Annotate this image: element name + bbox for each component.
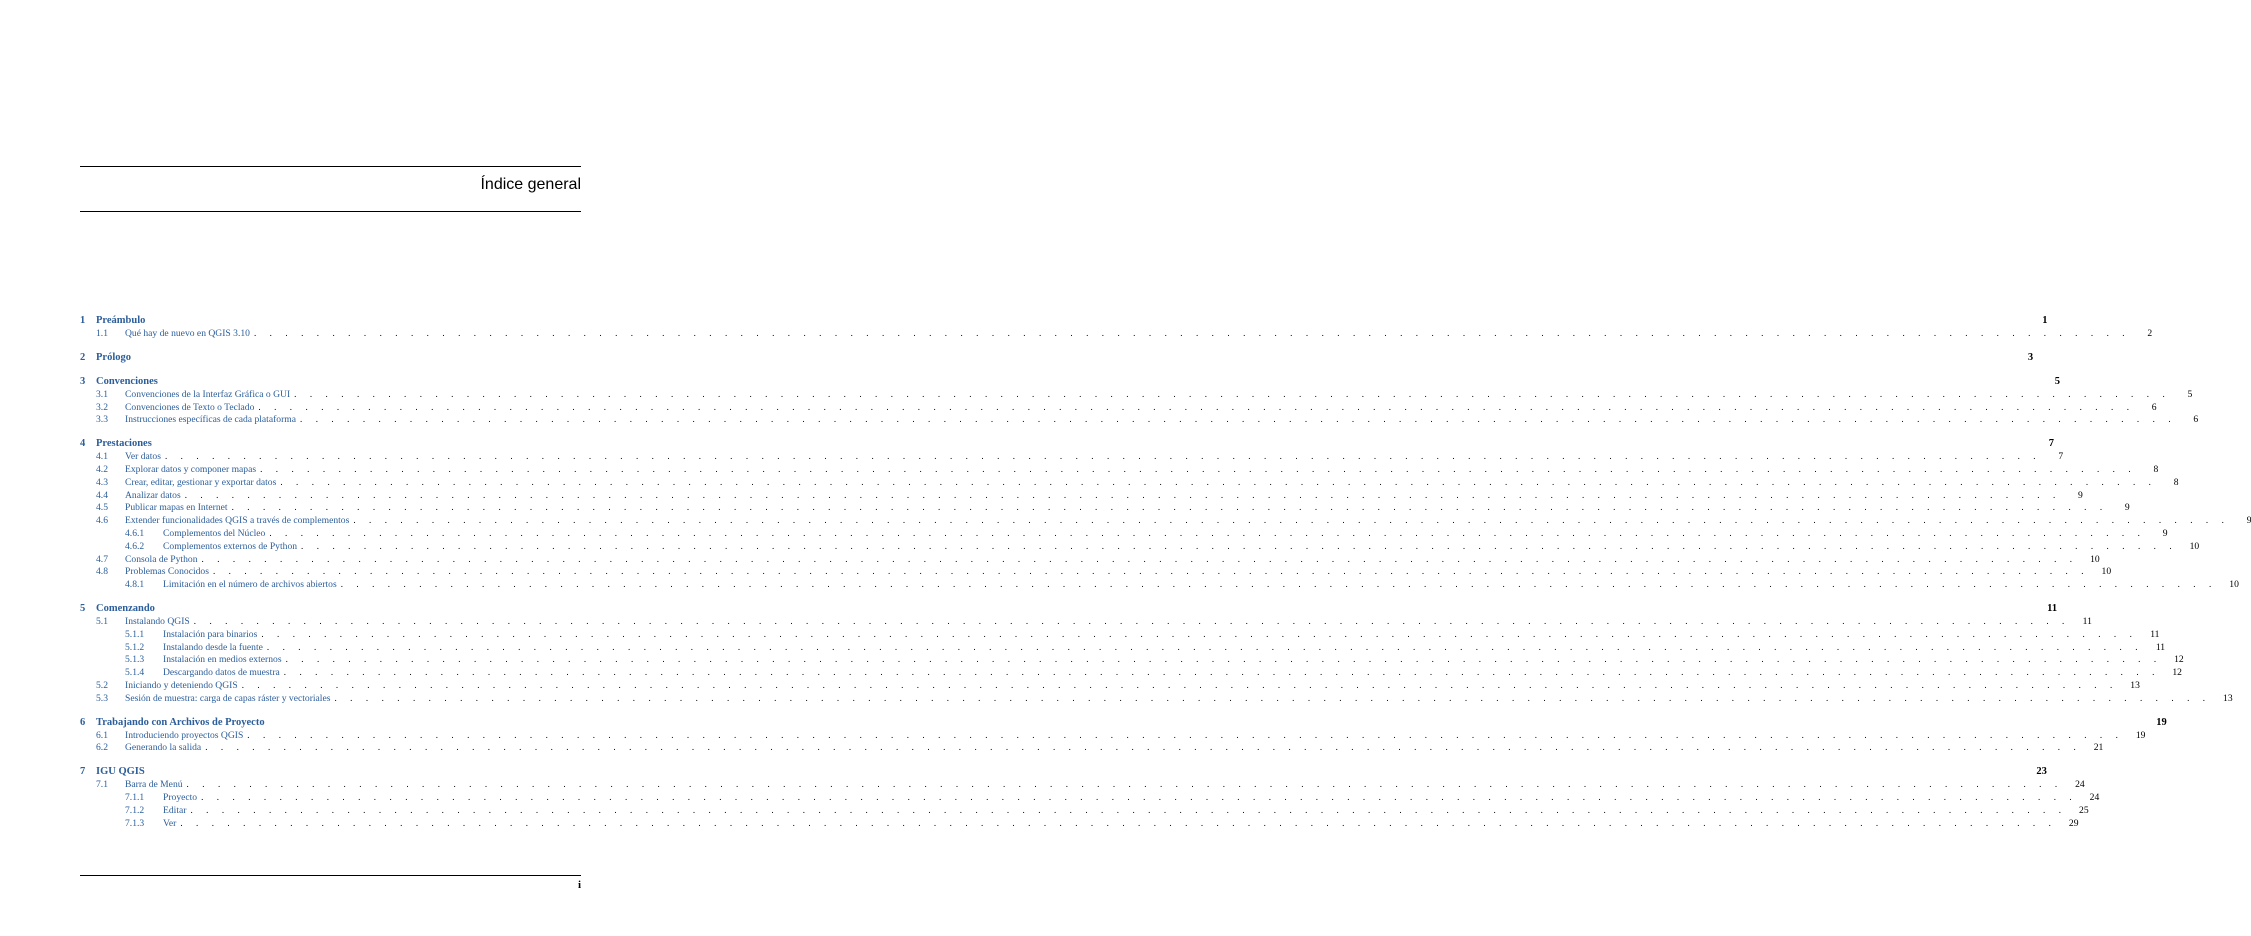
toc-chapter-heading[interactable] (80, 764, 2047, 778)
toc-entry-label[interactable]: Complementos del Núcleo (163, 527, 266, 539)
toc-chapter (80, 436, 2251, 591)
toc-entry-page: 10 (2090, 553, 2100, 565)
toc-dot-leader: . . . . . . . . . . . . . . . . . . . . . . . . . . . . . . . . . . . . . . . . . . . . . . . . . . . . . . . . . . . . . . . . . . . . . . . . . . . . . . . . . . . . . . . . . . . . . . . . . . . . . . . . . . . . . . . . . . . . . . . . (180, 817, 2057, 828)
toc-entry-label[interactable]: Instalación para binarios (163, 628, 258, 640)
toc-entry-number: 4.6 (96, 515, 108, 527)
toc-entry-page: 5 (2187, 388, 2193, 400)
toc-dot-leader: . . . . . . . . . . . . . . . . . . . . . . . . . . . . . . . . . . . . . . . . . . . . . . . . . . . . . . . . . . . . . . . . . . . . . . . . . . . . . . . . . . . . . . . . . . . . . . . . . . . . . . . . . . . . . . . . . . . . . . . . (260, 463, 2137, 474)
toc-chapter-heading[interactable] (80, 715, 2167, 729)
toc-entry-number: 5 (80, 602, 86, 614)
toc-entry-page: 1 (2042, 315, 2048, 326)
toc-entry-page: 19 (2156, 716, 2167, 728)
toc-entry-label[interactable]: Instrucciones específicas de cada plataforma (125, 414, 297, 426)
toc-dot-leader: . . . . . . . . . . . . . . . . . . . . . . . . . . . . . . . . . . . . . . . . . . . . . . . . . . . . . . . . . . . . . . . . . . . . . . . . . . . . . . . . . . . . . . . . . . . . . . . . . . . . . . . . . . . . . . . . . . . . . . . . (300, 414, 2177, 425)
toc-entry-page: 23 (2036, 766, 2047, 778)
toc-dot-leader: . . . . . . . . . . . . . . . . . . . . . . . . . . . . . . . . . . . . . . . . . . . . . . . . . . . . . . . . . . . . . . . . . . . . . . . . . . . . . . . . . . . . . . . . . . . . . . . . . . . . . . . . . . . . . . . . . . . . . . . . (190, 804, 2067, 815)
toc-entry-number: 4.5 (96, 502, 108, 514)
toc-section[interactable] (80, 778, 2085, 791)
toc-dot-leader: . . . . . . . . . . . . . . . . . . . . . . . . . . . . . . . . . . . . . . . . . . . . . . . . . . . . . . . . . . . . . . . . . . . . . . . . . . . . . . . . . . . . . . . . . . . . . . . . . . . . . . . . . . . . . . . . . . . . . . . . (205, 742, 2082, 753)
footer-page-number: i (577, 879, 581, 891)
toc-dot-leader: . . . . . . . . . . . . . . . . . . . . . . . . . . . . . . . . . . . . . . . . . . . . . . . . . . . . . . . . . . . . . . . . . . . . . . . . . . . . . . . . . . . . . . . . . . . . . . . . . . . . . . . . . . . . . . . . . . . . . . . . (253, 328, 2131, 338)
toc-section[interactable] (80, 741, 2104, 754)
toc-entry-page: 11 (2155, 641, 2166, 653)
toc-subsubsection[interactable] (80, 817, 2079, 830)
toc-entry-page: 21 (2093, 742, 2104, 754)
toc-entry-page: 7 (2048, 438, 2054, 450)
toc-entry-number: 4.7 (96, 553, 108, 565)
toc-section[interactable] (80, 565, 2112, 578)
toc-dot-leader: . . . . . . . . . . . . . . . . . . . . . . . . . . . . . . . . . . . . . . . . . . . . . . . . . . . . . . . . . . . . . . . . . . . . . . . . . . . . . . . . . . . . . . . . . . . . . . . . . . . . . . . . . . . . . . . . . . . . . . . . (353, 515, 2230, 526)
toc-dot-leader: . . . . . . . . . . . . . . . . . . . . . . . . . . . . . . . . . . . . . . . . . . . . . . . . . . . . . . . . . . . . . . . . . . . . . . . . . . . . . . . . . . . . . . . . . . . . . . . . . . . . . . . . . . . . . . . . . . . . . . . . (201, 791, 2078, 802)
toc-entry-label[interactable]: Instalación en medios externos (163, 654, 282, 666)
toc-section[interactable] (80, 450, 2064, 463)
toc-entry-number: 1.1 (96, 328, 108, 339)
toc-entry-number: 6.1 (96, 729, 108, 741)
toc-section[interactable] (80, 401, 2157, 414)
toc-entry-number: 4.6.1 (125, 527, 145, 539)
toc-entry-label[interactable]: Qué hay de nuevo en QGIS 3.10 (125, 328, 250, 339)
toc-entry-number: 3.2 (96, 401, 108, 413)
header-rule-top (80, 166, 581, 167)
toc-subsubsection[interactable] (80, 791, 2100, 804)
toc-entry-page: 13 (2130, 679, 2140, 691)
toc-entry-number: 5.1.1 (125, 628, 145, 640)
toc-entry-label[interactable]: Barra de Menú (125, 779, 183, 791)
toc-subsubsection[interactable] (80, 527, 2168, 540)
toc-entry-label[interactable]: Convenciones (96, 375, 158, 387)
toc-entry-page: 24 (2089, 791, 2100, 803)
toc-entry-number: 7.1.3 (125, 817, 145, 829)
toc-entry-number: 4.3 (96, 476, 108, 488)
toc-entry-number: 7 (80, 766, 86, 778)
toc-entry-page: 9 (2162, 527, 2168, 539)
toc-entry-page: 11 (2082, 615, 2092, 627)
toc-entry-label[interactable]: Prestaciones (96, 438, 152, 450)
toc-section[interactable] (80, 463, 2159, 476)
toc-entry-label[interactable]: Instalando QGIS (125, 615, 190, 627)
toc-subsubsection[interactable] (80, 666, 2182, 679)
toc-entry-label[interactable]: Convenciones de Texto o Teclado (125, 401, 255, 413)
toc-dot-leader: . . . . . . . . . . . . . . . . . . . . . . . . . . . . . . . . . . . . . . . . . . . . . . . . . . . . . . . . . . . . . . . . . . . . . . . . . . . . . . . . . . . . . . . . . . . . . . . . . . . . . . . . . . . . . . . . . . . . . . . . (201, 553, 2078, 564)
page-title: Índice general (480, 176, 581, 193)
toc-entry-number: 4.4 (96, 489, 108, 501)
toc-entry-number: 5.1.4 (125, 667, 145, 679)
toc-entry-label[interactable]: Analizar datos (125, 489, 181, 501)
toc-entry-number: 3 (80, 375, 86, 387)
toc-chapter (80, 374, 2199, 426)
toc-dot-leader: . . . . . . . . . . . . . . . . . . . . . . . . . . . . . . . . . . . . . . . . . . . . . . . . . . . . . . . . . . . . . . . . . . . . . . . . . . . . . . . . . . . . . . . . . . . . . . . . . . . . . . . . . . . . . . . . . . . . . . . . (241, 679, 2118, 690)
toc-entry-page: 25 (2079, 804, 2089, 816)
toc-entry-number: 4 (80, 438, 86, 450)
toc-entry-page: 5 (2054, 375, 2060, 387)
toc-entry-label[interactable]: Iniciando y deteniendo QGIS (125, 679, 238, 691)
toc-section[interactable] (80, 729, 2146, 742)
toc-entry-label[interactable]: Trabajando con Archivos de Proyecto (96, 716, 265, 728)
toc-entry-page: 11 (2150, 628, 2160, 640)
toc-entry-label[interactable]: Preámbulo (96, 315, 146, 326)
toc-entry-label[interactable]: Ver (163, 817, 177, 829)
toc-entry-number: 4.2 (96, 463, 108, 475)
toc-entry-number: 1 (80, 315, 86, 326)
toc-entry-number: 5.2 (96, 679, 108, 691)
toc-chapter (80, 764, 2100, 829)
toc-dot-leader: . . . . . . . . . . . . . . . . . . . . . . . . . . . . . . . . . . . . . . . . . . . . . . . . . . . . . . . . . . . . . . . . . . . . . . . . . . . . . . . . . . . . . . . . . . . . . . . . . . . . . . . . . . . . . . . . . . . . . . . . (193, 615, 2070, 626)
toc-section[interactable] (80, 692, 2233, 705)
toc-entry-page: 10 (2101, 566, 2112, 578)
toc-entry-label[interactable]: Introduciendo proyectos QGIS (125, 729, 244, 741)
toc-entry-page: 11 (2047, 602, 2058, 614)
toc-section[interactable] (80, 501, 2130, 514)
toc-entry-label[interactable]: Prólogo (96, 351, 131, 363)
toc-section[interactable] (80, 476, 2179, 489)
toc-entry-number: 5.1 (96, 615, 108, 627)
toc-section[interactable] (80, 615, 2092, 628)
toc-entry-page: 24 (2075, 779, 2085, 791)
toc-entry-label[interactable]: Descargando datos de muestra (163, 667, 280, 679)
toc-section[interactable] (80, 413, 2199, 426)
toc-entry-label[interactable]: Comenzando (96, 602, 155, 614)
toc-dot-leader: . . . . . . . . . . . . . . . . . . . . . . . . . . . . . . . . . . . . . . . . . . . . . . . . . . . . . . . . . . . . . . . . . . . . . . . . . . . . . . . . . . . . . . . . . . . . . . . . . . . . . . . . . . . . . . . . . . . . . . . . (261, 628, 2138, 639)
toc-entry-page: 10 (2189, 540, 2200, 552)
toc-dot-leader: . . . . . . . . . . . . . . . . . . . . . . . . . . . . . . . . . . . . . . . . . . . . . . . . . . . . . . . . . . . . . . . . . . . . . . . . . . . . . . . . . . . . . . . . . . . . . . . . . . . . . . . . . . . . . . . . . . . . . . . . (258, 401, 2135, 412)
toc-chapter-heading[interactable] (80, 436, 2054, 450)
toc-section[interactable] (80, 514, 2251, 527)
toc-entry-label[interactable]: Explorar datos y componer mapas (125, 463, 257, 475)
toc-entry-page: 9 (2246, 515, 2251, 527)
table-of-contents (80, 313, 2251, 829)
toc-entry-number: 7.1 (96, 779, 108, 791)
toc-subsubsection[interactable] (80, 540, 2200, 553)
toc-entry-page: 9 (2078, 489, 2083, 501)
toc-section[interactable] (80, 388, 2193, 401)
toc-entry-page: 12 (2174, 654, 2184, 666)
toc-section[interactable] (80, 489, 2083, 502)
toc-chapter-heading[interactable] (80, 374, 2060, 388)
toc-dot-leader: . . . . . . . . . . . . . . . . . . . . . . . . . . . . . . . . . . . . . . . . . . . . . . . . . . . . . . . . . . . . . . . . . . . . . . . . . . . . . . . . . . . . . . . . . . . . . . . . . . . . . . . . . . . . . . . . . . . . . . . . (334, 692, 2211, 703)
toc-entry-page: 10 (2229, 579, 2239, 591)
toc-dot-leader: . . . . . . . . . . . . . . . . . . . . . . . . . . . . . . . . . . . . . . . . . . . . . . . . . . . . . . . . . . . . . . . . . . . . . . . . . . . . . . . . . . . . . . . . . . . . . . . . . . . . . . . . . . . . . . . . . . . . . . . . (231, 502, 2108, 513)
toc-dot-leader: . . . . . . . . . . . . . . . . . . . . . . . . . . . . . . . . . . . . . . . . . . . . . . . . . . . . . . . . . . . . . . . . . . . . . . . . . . . . . . . . . . . . . . . . . . . . . . . . . . . . . . . . . . . . . . . . . . . . . . . . (247, 729, 2124, 740)
toc-dot-leader: . . . . . . . . . . . . . . . . . . . . . . . . . . . . . . . . . . . . . . . . . . . . . . . . . . . . . . . . . . . . . . . . . . . . . . . . . . . . . . . . . . . . . . . . . . . . . . . . . . . . . . . . . . . . . . . . . . . . . . . . (280, 476, 2157, 487)
header-rule-bottom (80, 211, 581, 212)
toc-entry-label[interactable]: Proyecto (163, 791, 198, 803)
toc-dot-leader: . . . . . . . . . . . . . . . . . . . . . . . . . . . . . . . . . . . . . . . . . . . . . . . . . . . . . . . . . . . . . . . . . . . . . . . . . . . . . . . . . . . . . . . . . . . . . . . . . . . . . . . . . . . . . . . . . . . . . . . . (164, 451, 2042, 462)
toc-dot-leader: . . . . . . . . . . . . . . . . . . . . . . . . . . . . . . . . . . . . . . . . . . . . . . . . . . . . . . . . . . . . . . . . . . . . . . . . . . . . . . . . . . . . . . . . . . . . . . . . . . . . . . . . . . . . . . . . . . . . . . . . (285, 654, 2162, 665)
toc-entry-number: 4.8 (96, 566, 108, 578)
toc-entry-page: 8 (2153, 463, 2159, 475)
toc-entry-label[interactable]: Ver datos (125, 451, 161, 463)
toc-entry-number: 3.1 (96, 388, 108, 400)
toc-entry-page: 7 (2058, 451, 2064, 463)
toc-chapter (80, 313, 2153, 340)
toc-entry-label[interactable]: Limitación en el número de archivos abiertos (163, 579, 337, 591)
toc-dot-leader: . . . . . . . . . . . . . . . . . . . . . . . . . . . . . . . . . . . . . . . . . . . . . . . . . . . . . . . . . . . . . . . . . . . . . . . . . . . . . . . . . . . . . . . . . . . . . . . . . . . . . . . . . . . . . . . . . . . . . . . . (301, 540, 2178, 551)
toc-entry-label[interactable]: Extender funcionalidades QGIS a través de complementos (125, 515, 350, 527)
toc-entry-label[interactable]: Generando la salida (125, 742, 202, 754)
toc-entry-number: 7.1.2 (125, 804, 145, 816)
toc-entry-page: 3 (2027, 351, 2034, 363)
toc-entry-number: 4.8.1 (125, 579, 145, 591)
toc-entry-number: 4.1 (96, 451, 108, 463)
toc-dot-leader: . . . . . . . . . . . . . . . . . . . . . . . . . . . . . . . . . . . . . . . . . . . . . . . . . . . . . . . . . . . . . . . . . . . . . . . . . . . . . . . . . . . . . . . . . . . . . . . . . . . . . . . . . . . . . . . . . . . . . . . . (269, 527, 2146, 538)
toc-chapter-heading[interactable] (80, 601, 2058, 615)
toc-entry-number: 6.2 (96, 742, 108, 754)
toc-entry-label[interactable]: Consola de Python (125, 553, 198, 565)
toc-entry-number: 6 (80, 716, 86, 728)
toc-entry-label[interactable]: Complementos externos de Python (163, 540, 298, 552)
toc-dot-leader: . . . . . . . . . . . . . . . . . . . . . . . . . . . . . . . . . . . . . . . . . . . . . . . . . . . . . . . . . . . . . . . . . . . . . . . . . . . . . . . . . . . . . . . . . . . . . . . . . . . . . . . . . . . . . . . . . . . . . . . . (186, 779, 2063, 790)
toc-entry-number: 7.1.1 (125, 791, 145, 803)
toc-chapter-heading[interactable] (80, 313, 2048, 327)
toc-section[interactable] (80, 327, 2153, 340)
toc-entry-page: 2 (2147, 328, 2153, 339)
toc-entry-label[interactable]: Problemas Conocidos (125, 566, 209, 578)
toc-entry-page: 9 (2124, 502, 2130, 514)
toc-entry-page: 6 (2193, 414, 2199, 426)
toc-entry-number: 3.3 (96, 414, 108, 426)
toc-chapter-heading[interactable] (80, 350, 2034, 364)
toc-chapter (80, 350, 2034, 364)
toc-dot-leader: . . . . . . . . . . . . . . . . . . . . . . . . . . . . . . . . . . . . . . . . . . . . . . . . . . . . . . . . . . . . . . . . . . . . . . . . . . . . . . . . . . . . . . . . . . . . . . . . . . . . . . . . . . . . . . . . . . . . . . . . (340, 579, 2217, 590)
toc-entry-label[interactable]: Sesión de muestra: carga de capas ráster y vectoriales (125, 692, 331, 704)
toc-subsubsection[interactable] (80, 653, 2184, 666)
toc-entry-number: 4.6.2 (125, 540, 145, 552)
toc-subsubsection[interactable] (80, 628, 2160, 641)
toc-dot-leader: . . . . . . . . . . . . . . . . . . . . . . . . . . . . . . . . . . . . . . . . . . . . . . . . . . . . . . . . . . . . . . . . . . . . . . . . . . . . . . . . . . . . . . . . . . . . . . . . . . . . . . . . . . . . . . . . . . . . . . . . (212, 566, 2090, 577)
toc-section[interactable] (80, 679, 2140, 692)
toc-subsubsection[interactable] (80, 578, 2239, 591)
toc-entry-label[interactable]: Publicar mapas en Internet (125, 502, 228, 514)
toc-dot-leader: . . . . . . . . . . . . . . . . . . . . . . . . . . . . . . . . . . . . . . . . . . . . . . . . . . . . . . . . . . . . . . . . . . . . . . . . . . . . . . . . . . . . . . . . . . . . . . . . . . . . . . . . . . . . . . . . . . . . . . . . (266, 641, 2144, 652)
toc-entry-page: 6 (2151, 401, 2157, 413)
toc-subsubsection[interactable] (80, 804, 2089, 817)
toc-dot-leader: . . . . . . . . . . . . . . . . . . . . . . . . . . . . . . . . . . . . . . . . . . . . . . . . . . . . . . . . . . . . . . . . . . . . . . . . . . . . . . . . . . . . . . . . . . . . . . . . . . . . . . . . . . . . . . . . . . . . . . . . (283, 667, 2160, 678)
footer-rule (80, 875, 581, 876)
toc-entry-number: 5.3 (96, 692, 108, 704)
toc-entry-number: 2 (80, 351, 86, 363)
toc-entry-page: 19 (2135, 729, 2146, 741)
toc-entry-page: 12 (2172, 667, 2182, 679)
toc-section[interactable] (80, 553, 2100, 566)
toc-subsubsection[interactable] (80, 641, 2166, 654)
toc-chapter (80, 601, 2233, 705)
toc-entry-label[interactable]: Convenciones de la Interfaz Gráfica o GUI (125, 388, 291, 400)
toc-dot-leader: . . . . . . . . . . . . . . . . . . . . . . . . . . . . . . . . . . . . . . . . . . . . . . . . . . . . . . . . . . . . . . . . . . . . . . . . . . . . . . . . . . . . . . . . . . . . . . . . . . . . . . . . . . . . . . . . . . . . . . . . (294, 388, 2171, 399)
toc-entry-page: 29 (2068, 817, 2079, 829)
toc-entry-page: 13 (2223, 692, 2233, 704)
toc-dot-leader: . . . . . . . . . . . . . . . . . . . . . . . . . . . . . . . . . . . . . . . . . . . . . . . . . . . . . . . . . . . . . . . . . . . . . . . . . . . . . . . . . . . . . . . . . . . . . . . . . . . . . . . . . . . . . . . . . . . . . . . . (184, 489, 2061, 500)
toc-chapter (80, 715, 2167, 755)
toc-entry-page: 8 (2173, 476, 2179, 488)
toc-entry-number: 5.1.2 (125, 641, 145, 653)
toc-entry-label[interactable]: Instalando desde la fuente (163, 641, 263, 653)
toc-entry-label[interactable]: IGU QGIS (96, 766, 145, 778)
toc-entry-label[interactable]: Crear, editar, gestionar y exportar datos (125, 476, 277, 488)
toc-entry-label[interactable]: Editar (163, 804, 187, 816)
toc-entry-number: 5.1.3 (125, 654, 145, 666)
